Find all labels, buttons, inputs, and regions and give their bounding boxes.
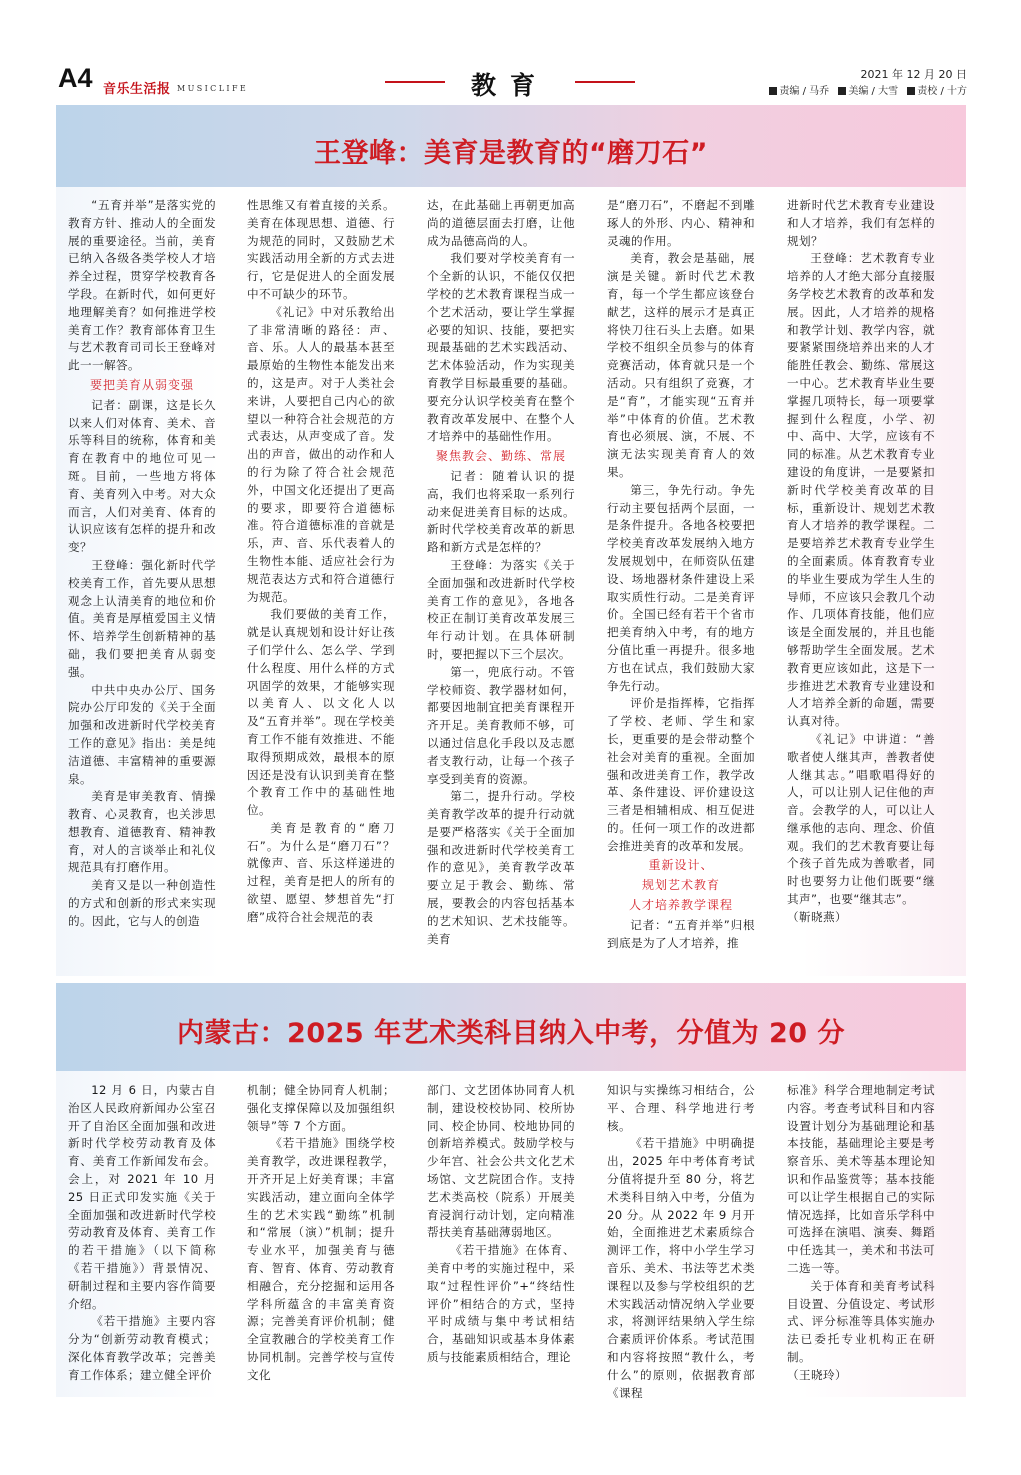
paragraph: 达，在此基础上再朝更加高尚的道德层面去打磨，让他成为品德高尚的人。 [427, 198, 575, 248]
article2-headline: 内蒙古：2025 年艺术类科目纳入中考，分值为 20 分 [177, 1018, 845, 1049]
paragraph: 我们要对学校美育有一个全新的认识，不能仅仅把学校的艺术教育课程当成一个艺术活动，要让学生掌握必要的知识、技能，要把实现最基础的艺术实践活动、艺术体验活动，作为实现美育教学目标最重要的基础。要充分认识学校美育在整个教育改革发展中、在整个人才培养中的基础性作用。 [427, 251, 575, 444]
paragraph: 记者：副课，这是长久以来人们对体育、美术、音乐等科目的统称，体育和美育在教育中的地位可见一斑。目前，一些地方将体育、美育列入中考。对大众而言，人们对美育、体育的认识应该有怎样的提升和改变？ [68, 397, 216, 555]
paper-name-en: MUSICLIFE [177, 84, 249, 93]
section-rule-left [385, 81, 445, 83]
issue-date: 2021 年 12 月 20 日 [860, 68, 967, 81]
paragraph: 部门、文艺团体协同育人机制，建设校校协同、校所协同、校企协同、校地协同的创新培养模式。鼓励学校与少年宫、社会公共文化艺术场馆、文艺院团合作。支持艺术类高校（院系）开展美育浸润行动计划，定向精准帮扶美育基础薄弱地区。 [427, 1083, 575, 1240]
article1-column-4 [607, 197, 755, 969]
paragraph: 美育是审美教育、情操教育、心灵教育，也关涉思想教育、道德教育、精神教育，对人的言谈举止和礼仪规范具有打磨作用。 [68, 789, 216, 875]
paragraph: 第一，兜底行动。不管学校师资、教学器材如何，都要因地制宜把美育课程开齐开足。美育教师不够，可以通过信息化手段以及志愿者支教行动，让每一个孩子享受到美育的资源。 [427, 664, 575, 786]
square-bullet-icon [838, 87, 846, 95]
paragraph: 知识与实操练习相结合，公平、合理、科学地进行考核。 [607, 1083, 755, 1133]
article1-body [56, 187, 966, 976]
credits [769, 82, 967, 97]
square-bullet-icon [769, 87, 777, 95]
paragraph: 《若干措施》在体育、美育中考的实施过程中，采取“过程性评价”+“终结性评价”相结合的方式，坚持平时成绩与集中考试相结合，基础知识或基本身体素质与技能素质相结合，理论 [427, 1243, 575, 1364]
author-signature: （王晓玲） [787, 1367, 847, 1382]
paragraph: 《礼记》中讲道：“善歌者使人继其声，善教者使人继其志。”唱歌唱得好的人，可以让别人记住他的声音。会教学的人，可以让人继承他的志向、理念、价值观。我们的艺术教育要让每个孩子首先成为善歌者，同时也要努力让他们既要“继其声”，也要“继其志”。 [787, 731, 935, 907]
paragraph: 关于体育和美育考试科目设置、分值设定、考试形式、评分标准等具体实施办法已委托专业机构正在研制。 [787, 1278, 935, 1364]
square-bullet-icon [907, 87, 915, 95]
paragraph: 王登峰：艺术教育专业培养的人才绝大部分直接服务学校艺术教育的改革和发展。因此，人才培养的规格和教学计划、教学内容，就要紧紧围绕培养出来的人才能胜任教会、勤练、常展这一中心。艺术教育毕业生要掌握几项特长，每一项要掌握到什么程度，小学、初中、高中、大学，应该有不同的标准。从艺术教育专业建设的角度讲，一是要紧扣新时代学校美育改革的目标，重新设计、规划艺术教育人才培养的教学课程。二是要培养艺术教育专业学生的全面素质。体育教育专业的毕业生要成为学生人生的导师，不应该只会教几个动作、几项体育技能，他们应该是全面发展的，并且也能够帮助学生全面发展。艺术教育更应该如此，这是下一步推进艺术教育专业建设和人才培养全新的命题，需要认真对待。 [787, 251, 935, 729]
article1-headline: 王登峰：美育是教育的“磨刀石” [314, 138, 708, 169]
paragraph: 美育又是以一种创造性的方式和创新的形式来实现的。因此，它与人的创造 [68, 878, 216, 928]
paragraph: 12 月 6 日，内蒙古自治区人民政府新闻办公室召开了自治区全面加强和改进新时代学校劳动教育及体育、美育工作新闻发布会。会上，对 2021 年 10 月 25 日正式印发实施《关于全面加强和改进新时代学校劳动教育及体育、美育工作的若干措施》（以下简称《若干措施》）背景情况、研制过程和主要内容作简要介绍。 [68, 1083, 216, 1311]
article1-column-5 [787, 197, 935, 969]
subheading: 规划艺术教育 [641, 878, 720, 893]
credit-proofreader: 责校 / 十方 [917, 86, 967, 97]
paragraph: 我们要做的美育工作，就是认真规划和设计好让孩子们学什么、怎么学、学到什么程度、用什么样的方式巩固学的效果，才能够实现以美育人、以文化人以及“五育并举”。现在学校美育工作不能有效推进、不能取得预期成效，最根本的原因还是没有认识到美育在整个教育工作中的基础性地位。 [247, 607, 395, 818]
paragraph: 王登峰：强化新时代学校美育工作，首先要从思想观念上认清美育的地位和价值。美育是厚植爱国主义情怀、培养学生创新精神的基础，我们要把美育从弱变强。 [68, 557, 216, 679]
credit-designer: 美编 / 大雪 [848, 86, 899, 97]
subheading: 重新设计、 [648, 858, 714, 873]
article2-column-5 [787, 1082, 935, 1390]
paragraph: 记者：“五育并举”归根到底是为了人才培养，推 [607, 917, 755, 950]
article1-column-3 [427, 197, 575, 969]
article2-column-3 [427, 1082, 575, 1390]
paragraph: 性思维又有着直接的关系。美育在体现思想、道德、行为规范的同时，又鼓励艺术实践活动用全新的方式去进行，它是促进人的全面发展中不可缺少的环节。 [247, 198, 395, 301]
paragraph: 王登峰：为落实《关于全面加强和改进新时代学校美育工作的意见》，各地各校正在制订美育改革发展三年行动计划。在具体研制时，要把握以下三个层次。 [427, 557, 575, 661]
paragraph: 记者：随着认识的提高，我们也将采取一系列行动来促进美育目标的达成。新时代学校美育改革的新思路和新方式是怎样的？ [427, 468, 575, 555]
paragraph: 机制；健全协同育人机制；强化支撑保障以及加强组织领导”等 7 个方面。 [247, 1083, 395, 1133]
paragraph: 美育是教育的“磨刀石”。为什么是“磨刀石”？就像声、音、乐这样递进的过程，美育是把人的所有的欲望、愿望、梦想首先“打磨”成符合社会规范的表 [247, 820, 395, 924]
paragraph: 进新时代艺术教育专业建设和人才培养，我们有怎样的规划？ [787, 198, 935, 248]
masthead [0, 0, 1021, 110]
article1-column-2 [247, 197, 395, 969]
page-number: A4 [58, 63, 93, 93]
credit-editor: 责编 / 马乔 [779, 86, 830, 97]
subheading: 要把美育从弱变强 [89, 377, 194, 392]
paragraph: “五育并举”是落实党的教育方针、推动人的全面发展的重要途径。当前，美育已纳入各级各类学校人才培养全过程，贯穿学校教育各学段。在新时代，如何更好地理解美育？如何推进学校美育工作？教育部体育卫生与艺术教育司司长王登峰对此一一解答。 [68, 198, 216, 373]
section-title: 教育 [470, 71, 549, 100]
paragraph: 中共中央办公厅、国务院办公厅印发的《关于全面加强和改进新时代学校美育工作的意见》指出：美是纯洁道德、丰富精神的重要源泉。 [68, 682, 216, 786]
paragraph: 《若干措施》围绕学校美育教学，改进课程教学，开齐开足上好美育课；丰富实践活动，建立面向全体学生的艺术实践“勤练”机制和“常展（演）”机制；提升专业水平，加强美育与德育、智育、体育、劳动教育相融合，充分挖掘和运用各学科所蕴含的丰富美育资源；完善美育评价机制；健全宣教融合的学校美育工作协同机制。完善学校与宣传文化 [247, 1136, 395, 1382]
article2-body [56, 1071, 966, 1400]
paragraph: 是“磨刀石”，不磨起不到雕琢人的外形、内心、精神和灵魂的作用。 [607, 198, 755, 248]
subheading: 聚焦教会、勤练、常展 [435, 449, 566, 464]
paragraph: 评价是指挥棒，它指挥了学校、老师、学生和家长，更重要的是会带动整个社会对美育的重视。全面加强和改进美育工作，教学改革、条件建设、评价建设这三者是相辅相成、相互促进的。任何一项工作的改进都会推进美育的改革和发展。 [607, 696, 755, 853]
author-signature: （靳晓燕） [787, 909, 847, 924]
article1-column-1 [68, 197, 216, 969]
paragraph: 第二，提升行动。学校美育教学改革的提升行动就是要严格落实《关于全面加强和改进新时代学校美育工作的意见》，美育教学改革要立足于教会、勤练、常展，要教会的内容包括基本的艺术知识、艺术技能等。美育 [427, 789, 575, 946]
paragraph: 第三，争先行动。争先行动主要包括两个层面，一是条件提升。各地各校要把学校美育改革发展纳入地方发展规划中，在师资队伍建设、场地器材条件建设上采取实质性行动。二是美育评价。全国已经有若干个省市把美育纳入中考，有的地方分值比重一再提升。很多地方也在试点，我们鼓励大家争先行动。 [607, 482, 755, 693]
article2-banner [56, 983, 966, 1071]
paragraph: 标准》科学合理地制定考试内容。考查考试科目和内容设置计划分为基础理论和基本技能，基础理论主要是考察音乐、美术等基本理论知识和作品鉴赏等；基本技能可以让学生根据自己的实际情况选择，比如音乐学科中可选择在演唱、演奏、舞蹈中任选其一，美术和书法可二选一等。 [787, 1083, 935, 1275]
section-rule-right [575, 81, 635, 83]
article2-column-4 [607, 1082, 755, 1400]
paper-name: 音乐生活报 [103, 82, 171, 97]
article2-column-1 [68, 1082, 216, 1390]
subheading: 人才培养教学课程 [628, 898, 733, 913]
paragraph: 《礼记》中对乐教给出了非常清晰的路径：声、音、乐。人人的最基本甚至最原始的生物性本能发出来的，这是声。对于人类社会来讲，人要把自己内心的欲望以一种符合社会规范的方式表达，从声变成了音。发出的声音，做出的动作和人的行为除了符合社会规范外，中国文化还提出了更高的要求，即要符合道德标准。符合道德标准的音就是乐，声、音、乐代表着人的生物性本能、适应社会行为规范表达方式和符合道德行为规范。 [247, 304, 395, 604]
paragraph: 《若干措施》主要内容分为“创新劳动教育模式；深化体育教学改革；完善美育工作体系；建立健全评价 [68, 1314, 216, 1382]
article2-column-2 [247, 1082, 395, 1390]
article1-banner [56, 105, 966, 187]
paragraph: 《若干措施》中明确提出，2025 年中考体育考试分值将提升至 80 分，将艺术类科目纳入中考，分值为 20 分。从 2022 年 9 月开始，全面推进艺术素质综合测评工作，将中小学生学习音乐、美术、书法等艺术类课程以及参与学校组织的艺术实践活动情况纳入学业要求，将测评结果纳入学生综合素质评价体系。考试范围和内容将按照“教什么，考什么”的原则，依据教育部《课程 [607, 1136, 755, 1400]
paragraph: 美育，教会是基础，展演是关键。新时代艺术教育，每一个学生都应该登台献艺，这样的展示才是真正将快刀往石头上去磨。如果学校不组织全员参与的体育竞赛活动，体育就只是一个活动。只有组织了竞赛，才是“育”，才能实现“五育并举”中体育的价值。艺术教育也必须展、演，不展、不演无法实现美育育人的效果。 [607, 251, 755, 479]
